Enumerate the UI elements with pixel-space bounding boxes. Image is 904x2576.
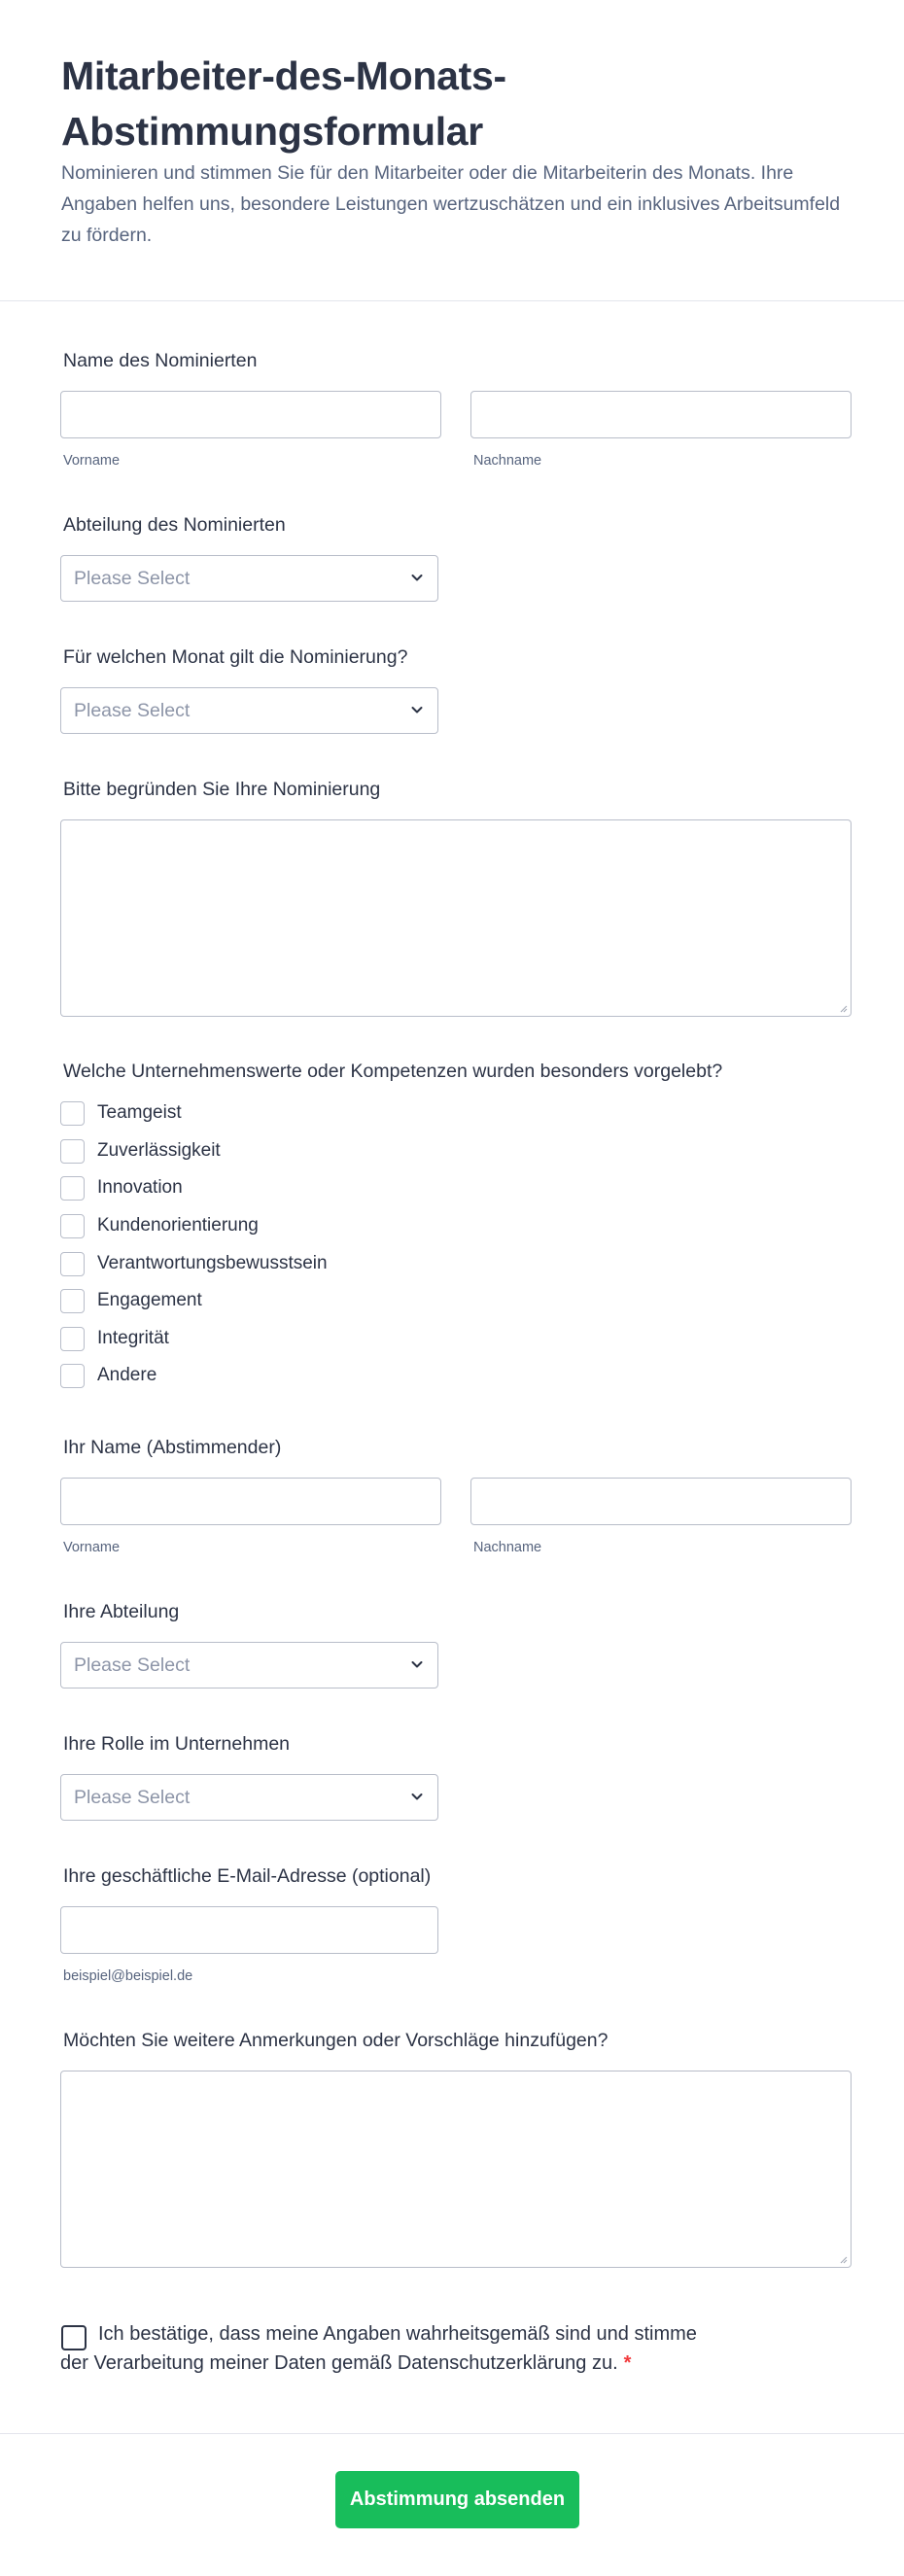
- comments-textarea[interactable]: [60, 2071, 852, 2268]
- voter-department-select[interactable]: [60, 1642, 438, 1688]
- form-header: [0, 0, 904, 301]
- chevron-down-icon: [409, 1656, 425, 1672]
- voter-department-placeholder: Please Select: [74, 1654, 191, 1676]
- checkbox-label: Innovation: [97, 1177, 183, 1198]
- voter-name-label: Ihr Name (Abstimmender): [63, 1437, 282, 1458]
- checkbox[interactable]: [60, 1327, 85, 1351]
- nominee-last-name-input[interactable]: [470, 391, 852, 438]
- chevron-down-icon: [409, 702, 425, 717]
- required-marker: *: [623, 2352, 632, 2374]
- consent-checkbox[interactable]: [61, 2325, 87, 2350]
- form-description: Nominieren und stimmen Sie für den Mitarbeiter oder die Mitarbeiterin des Monats. Ihre Angaben helfen uns, besondere Leistungen wertzuschätzen und ein inklusives Arbeitsumfeld zu fördern.: [61, 162, 841, 246]
- voter-last-name-sublabel: Nachname: [473, 1540, 542, 1555]
- consent-text-line-1: Ich bestätige, dass meine Angaben wahrheitsgemäß sind und stimme: [98, 2323, 697, 2345]
- voter-department-label: Ihre Abteilung: [63, 1601, 180, 1622]
- nominee-last-name-sublabel: Nachname: [473, 453, 542, 469]
- checkbox[interactable]: [60, 1364, 85, 1388]
- footer-divider: [0, 2433, 904, 2434]
- checkbox-label: Andere: [97, 1365, 157, 1385]
- nomination-reason-textarea[interactable]: [60, 819, 852, 1017]
- checkbox[interactable]: [60, 1176, 85, 1201]
- checkbox[interactable]: [60, 1289, 85, 1313]
- consent-text-line-2: [60, 2352, 631, 2375]
- voter-role-label: Ihre Rolle im Unternehmen: [63, 1733, 291, 1755]
- voter-first-name-sublabel: Vorname: [63, 1540, 121, 1555]
- voter-first-name-input[interactable]: [60, 1478, 441, 1525]
- submit-button[interactable]: Abstimmung absenden: [335, 2471, 579, 2528]
- checkbox[interactable]: [60, 1214, 85, 1238]
- email-label: Ihre geschäftliche E-Mail-Adresse (optional): [63, 1865, 432, 1887]
- chevron-down-icon: [409, 1789, 425, 1804]
- nominee-department-placeholder: Please Select: [74, 568, 191, 589]
- checkbox-label: Verantwortungsbewusstsein: [97, 1253, 328, 1273]
- resize-grip-icon[interactable]: [838, 2254, 848, 2264]
- nomination-month-select[interactable]: [60, 687, 438, 734]
- resize-grip-icon[interactable]: [838, 1003, 848, 1013]
- nominee-first-name-sublabel: Vorname: [63, 453, 121, 469]
- nomination-reason-label: Bitte begründen Sie Ihre Nominierung: [63, 779, 381, 800]
- checkbox-label: Integrität: [97, 1328, 169, 1348]
- checkbox-label: Kundenorientierung: [97, 1215, 259, 1236]
- checkbox[interactable]: [60, 1139, 85, 1164]
- email-sublabel: beispiel@beispiel.de: [63, 1968, 193, 1984]
- voter-role-placeholder: Please Select: [74, 1787, 191, 1808]
- chevron-down-icon: [409, 570, 425, 585]
- nominee-first-name-input[interactable]: [60, 391, 441, 438]
- checkbox[interactable]: [60, 1252, 85, 1276]
- nominee-department-label: Abteilung des Nominierten: [63, 514, 286, 536]
- nomination-month-placeholder: Please Select: [74, 700, 191, 721]
- email-input[interactable]: [60, 1906, 438, 1954]
- voter-role-select[interactable]: [60, 1774, 438, 1821]
- company-values-label: Welche Unternehmenswerte oder Kompetenzen wurden besonders vorgelebt?: [63, 1061, 723, 1082]
- nominee-department-select[interactable]: [60, 555, 438, 602]
- comments-label: Möchten Sie weitere Anmerkungen oder Vorschläge hinzufügen?: [63, 2030, 608, 2051]
- checkbox[interactable]: [60, 1101, 85, 1126]
- checkbox-label: Teamgeist: [97, 1102, 182, 1123]
- checkbox-label: Engagement: [97, 1290, 202, 1310]
- nominee-name-label: Name des Nominierten: [63, 350, 258, 371]
- consent-text: der Verarbeitung meiner Daten gemäß Datenschutzerklärung zu.: [60, 2352, 618, 2374]
- voter-last-name-input[interactable]: [470, 1478, 852, 1525]
- checkbox-label: Zuverlässigkeit: [97, 1140, 221, 1161]
- nomination-month-label: Für welchen Monat gilt die Nominierung?: [63, 646, 408, 668]
- form-title: Mitarbeiter-des-Monats-Abstimmungsformular: [61, 53, 506, 154]
